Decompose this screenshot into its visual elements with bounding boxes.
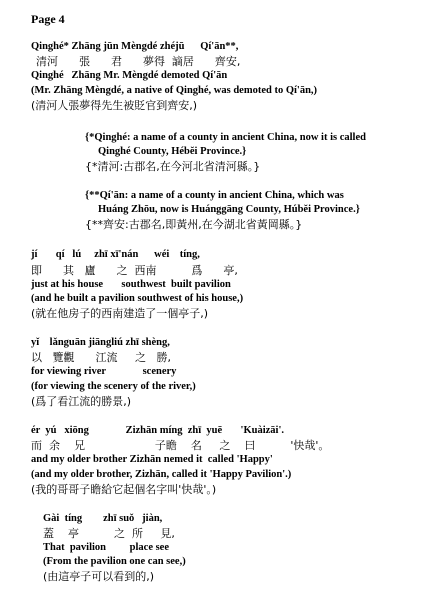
footnote-line: {**Qí'ān: a name of a county in ancient China, which was bbox=[85, 190, 344, 201]
chinese-line: 即 其 廬 之 西南 爲 亭, bbox=[31, 264, 238, 277]
translation-line: (Mr. Zhāng Mèngdé, a native of Qinghé, was demoted to Qí'ān,) bbox=[31, 85, 318, 96]
chinese-line: 而 余 兄 子瞻 名 之 曰 '快哉'。 bbox=[31, 439, 330, 452]
gloss-line: just at his house southwest built pavilion bbox=[31, 279, 231, 290]
pinyin-line: Qinghé* Zhāng jūn Mèngdé zhéjū Qí'ān**, bbox=[31, 41, 239, 52]
chinese-translation-line: (爲了看江流的勝景,) bbox=[31, 395, 132, 408]
chinese-translation-line: (我的哥哥子瞻給它起個名字叫'快哉'。) bbox=[31, 483, 217, 496]
pinyin-line: yǐ lǎnguān jiāngliú zhī shèng, bbox=[31, 337, 170, 348]
footnote-chinese: {*清河:古郡名,在今河北省清河縣。} bbox=[85, 160, 261, 173]
chinese-translation-line: (清河人張夢得先生被貶官到齊安,) bbox=[31, 99, 198, 112]
chinese-translation-line: (由這亭子可以看到的,) bbox=[43, 570, 155, 583]
translation-line: (for viewing the scenery of the river,) bbox=[31, 381, 196, 392]
footnote-chinese: {**齊安:古郡名,即黃州,在今湖北省黃岡縣。} bbox=[85, 218, 303, 231]
page-label: Page 4 bbox=[31, 12, 65, 26]
footnote-line: Huáng Zhōu, now is Huánggāng County, Húbĕi Province.} bbox=[98, 204, 360, 215]
translation-line: (and he built a pavilion southwest of his house,) bbox=[31, 293, 244, 304]
pinyin-line: Gài tíng zhī suǒ jiàn, bbox=[43, 513, 163, 524]
pinyin-line: jí qí lú zhī xī'nán wéi tíng, bbox=[31, 249, 200, 260]
gloss-line: for viewing river scenery bbox=[31, 366, 177, 377]
gloss-line: Qinghé Zhāng Mr. Mèngdé demoted Qí'ān bbox=[31, 70, 228, 81]
chinese-line: 以 覽觀 江流 之 勝, bbox=[31, 351, 171, 364]
gloss-line: That pavilion place see bbox=[43, 542, 170, 553]
pinyin-line: ér yú xiōng Zizhān míng zhī yuē 'Kuàizāi'. bbox=[31, 425, 284, 436]
translation-line: (and my older brother, Zizhān, called it 'Happy Pavilion'.) bbox=[31, 469, 292, 480]
translation-line: (From the pavilion one can see,) bbox=[43, 556, 186, 567]
chinese-line: 清河 張 君 夢得 謫居 齊安, bbox=[36, 55, 241, 68]
chinese-translation-line: (就在他房子的西南建造了一個亭子,) bbox=[31, 307, 209, 320]
gloss-line: and my older brother Zizhān nemed it called 'Happy' bbox=[31, 454, 273, 465]
footnote-line: {*Qinghé: a name of a county in ancient China, now it is called bbox=[85, 132, 366, 143]
chinese-line: 蓋 亭 之 所 見, bbox=[43, 527, 175, 540]
footnote-line: Qinghé County, Hébĕi Province.} bbox=[98, 146, 247, 157]
